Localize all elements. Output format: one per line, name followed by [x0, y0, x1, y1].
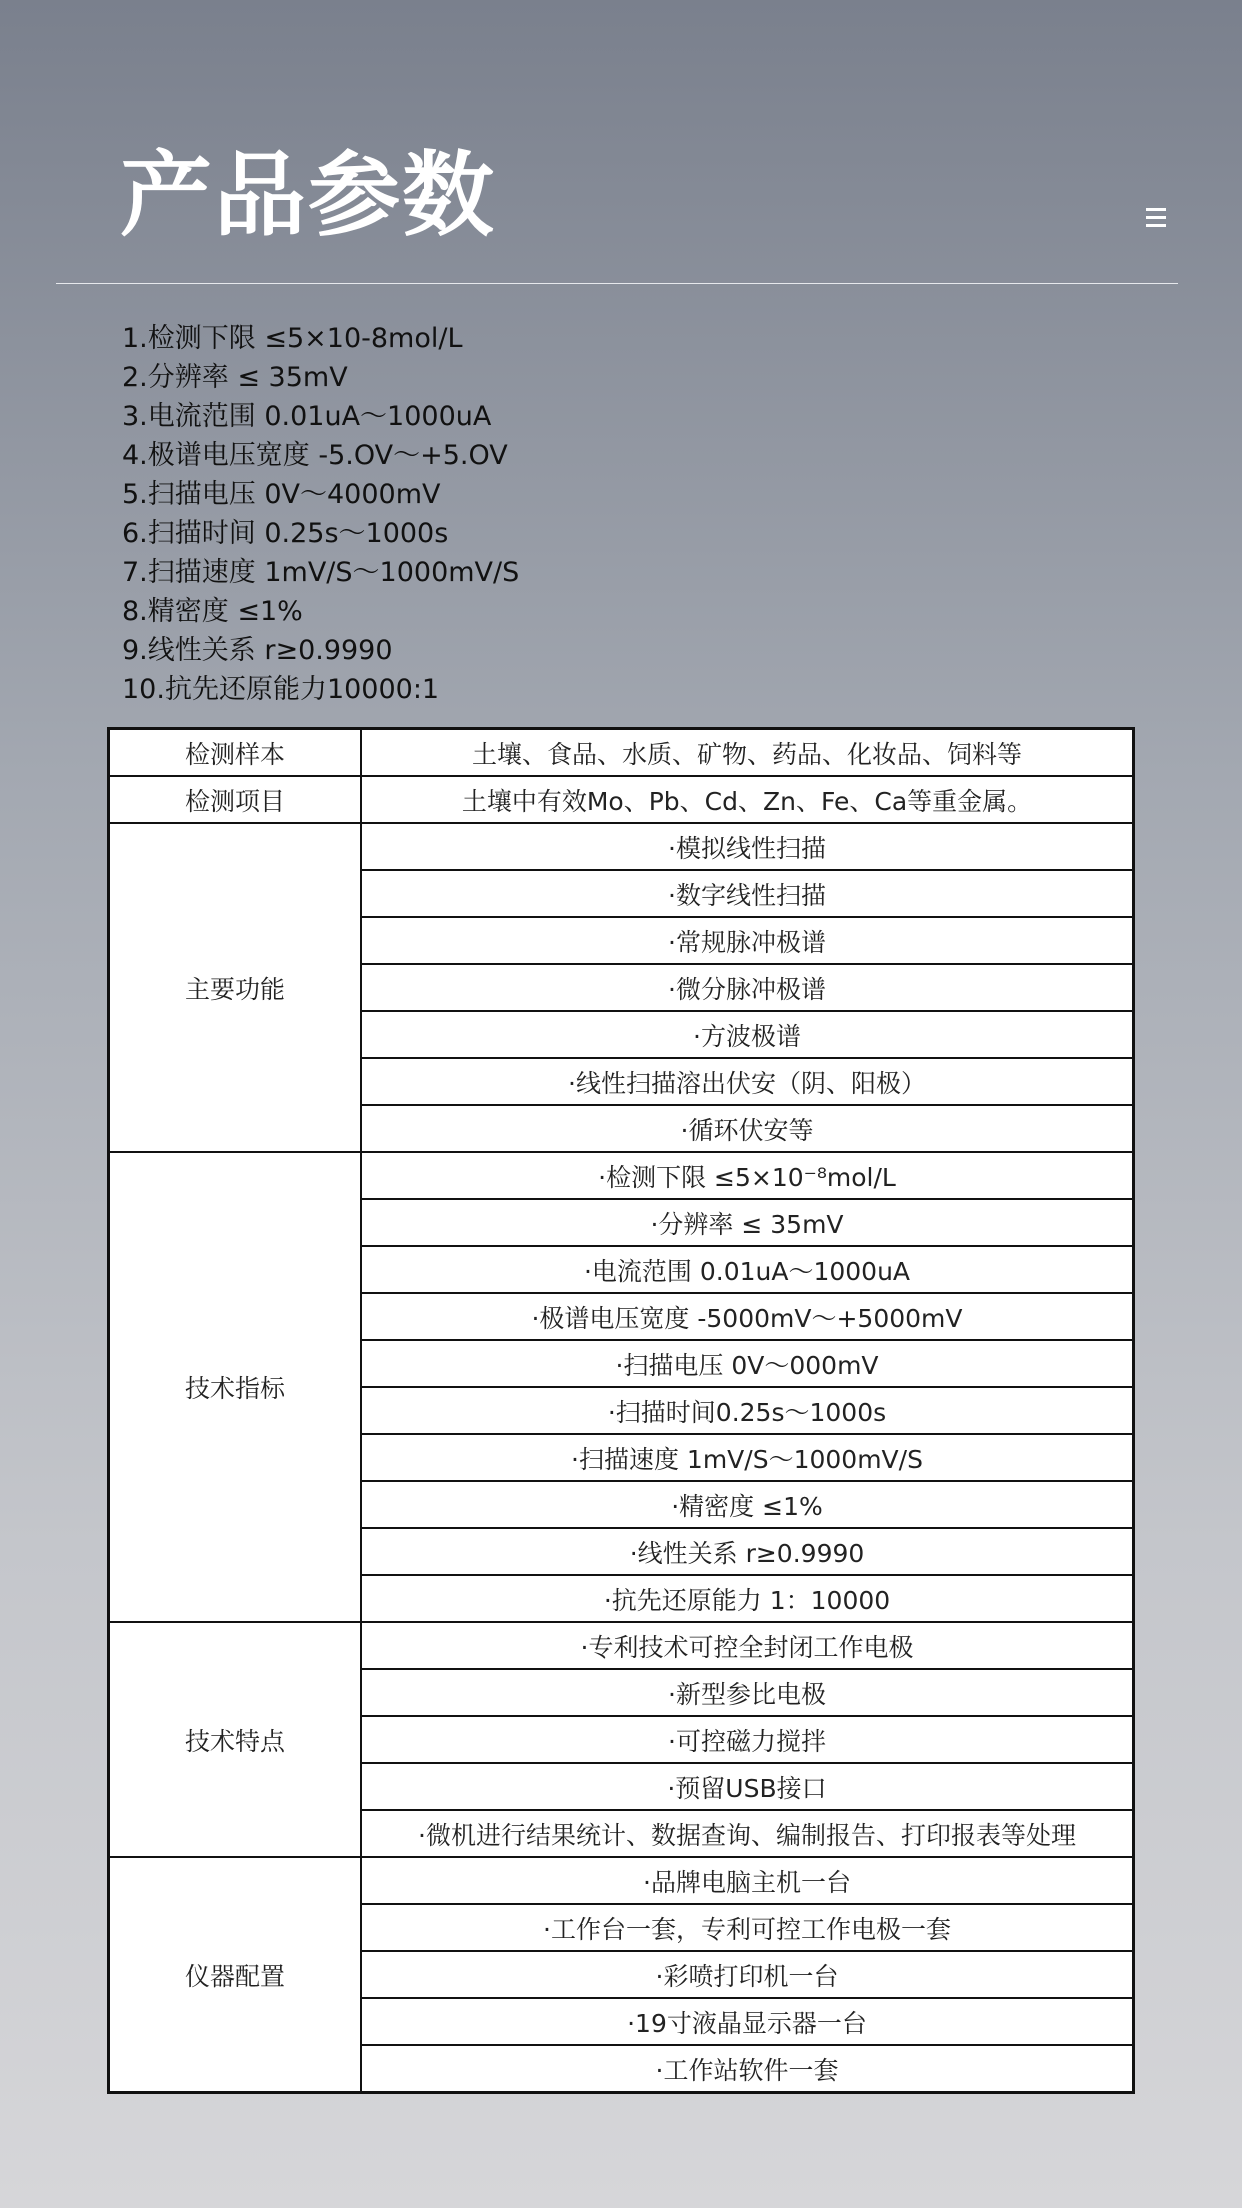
item-cell: ·精密度 ≤1% [361, 1481, 1134, 1528]
parameter-item: 9.线性关系 r≥0.9990 [122, 635, 393, 666]
parameter-item: 5.扫描电压 0V～4000mV [122, 479, 441, 510]
item-cell: ·数字线性扫描 [361, 870, 1134, 917]
item-cell: ·微机进行结果统计、数据查询、编制报告、打印报表等处理 [361, 1810, 1134, 1857]
item-cell: ·工作站软件一套 [361, 2045, 1134, 2093]
item-cell: ·电流范围 0.01uA～1000uA [361, 1246, 1134, 1293]
parameter-item: 10.抗先还原能力10000:1 [122, 674, 440, 705]
parameter-item: 7.扫描速度 1mV/S～1000mV/S [122, 557, 520, 588]
header-divider [56, 283, 1178, 284]
table-row [109, 1152, 1134, 1199]
item-cell: ·分辨率 ≤ 35mV [361, 1199, 1134, 1246]
parameter-item: 6.扫描时间 0.25s～1000s [122, 518, 449, 549]
item-cell: ·线性扫描溶出伏安（阴、阳极） [361, 1058, 1134, 1105]
item-cell: ·品牌电脑主机一台 [361, 1857, 1134, 1904]
item-cell: ·新型参比电极 [361, 1669, 1134, 1716]
item-cell: ·检测下限 ≤5×10⁻⁸mol/L [361, 1152, 1134, 1199]
item-cell: ·扫描时间0.25s～1000s [361, 1387, 1134, 1434]
item-cell: ·极谱电压宽度 -5000mV～+5000mV [361, 1293, 1134, 1340]
spec-table [107, 727, 1135, 2094]
category-cell: 技术特点 [109, 1622, 362, 1857]
table-row [109, 729, 1134, 777]
item-cell: ·预留USB接口 [361, 1763, 1134, 1810]
item-cell: 土壤中有效Mo、Pb、Cd、Zn、Fe、Ca等重金属。 [361, 776, 1134, 823]
parameter-item: 2.分辨率 ≤ 35mV [122, 362, 348, 393]
item-cell: ·可控磁力搅拌 [361, 1716, 1134, 1763]
table-row [109, 1857, 1134, 1904]
item-cell: ·抗先还原能力 1：10000 [361, 1575, 1134, 1622]
category-cell: 检测项目 [109, 776, 362, 823]
item-cell: ·循环伏安等 [361, 1105, 1134, 1152]
parameter-item: 4.极谱电压宽度 -5.OV～+5.OV [122, 440, 508, 471]
item-cell: ·工作台一套，专利可控工作电极一套 [361, 1904, 1134, 1951]
hamburger-menu-icon[interactable] [1146, 208, 1174, 230]
parameter-item: 8.精密度 ≤1% [122, 596, 303, 627]
category-cell: 主要功能 [109, 823, 362, 1152]
table-row [109, 1622, 1134, 1669]
item-cell: ·彩喷打印机一台 [361, 1951, 1134, 1998]
item-cell: ·常规脉冲极谱 [361, 917, 1134, 964]
page-title: 产品参数 [120, 142, 497, 249]
item-cell: ·模拟线性扫描 [361, 823, 1134, 870]
category-cell: 仪器配置 [109, 1857, 362, 2093]
category-cell: 技术指标 [109, 1152, 362, 1622]
item-cell: ·微分脉冲极谱 [361, 964, 1134, 1011]
parameter-item: 3.电流范围 0.01uA～1000uA [122, 401, 492, 432]
item-cell: 土壤、食品、水质、矿物、药品、化妆品、饲料等 [361, 729, 1134, 777]
parameter-list [122, 319, 519, 709]
table-row [109, 776, 1134, 823]
category-cell: 检测样本 [109, 729, 362, 777]
parameter-item: 1.检测下限 ≤5×10-8mol/L [122, 323, 463, 354]
item-cell: ·扫描电压 0V～000mV [361, 1340, 1134, 1387]
item-cell: ·扫描速度 1mV/S～1000mV/S [361, 1434, 1134, 1481]
item-cell: ·方波极谱 [361, 1011, 1134, 1058]
item-cell: ·线性关系 r≥0.9990 [361, 1528, 1134, 1575]
table-row [109, 823, 1134, 870]
item-cell: ·专利技术可控全封闭工作电极 [361, 1622, 1134, 1669]
item-cell: ·19寸液晶显示器一台 [361, 1998, 1134, 2045]
